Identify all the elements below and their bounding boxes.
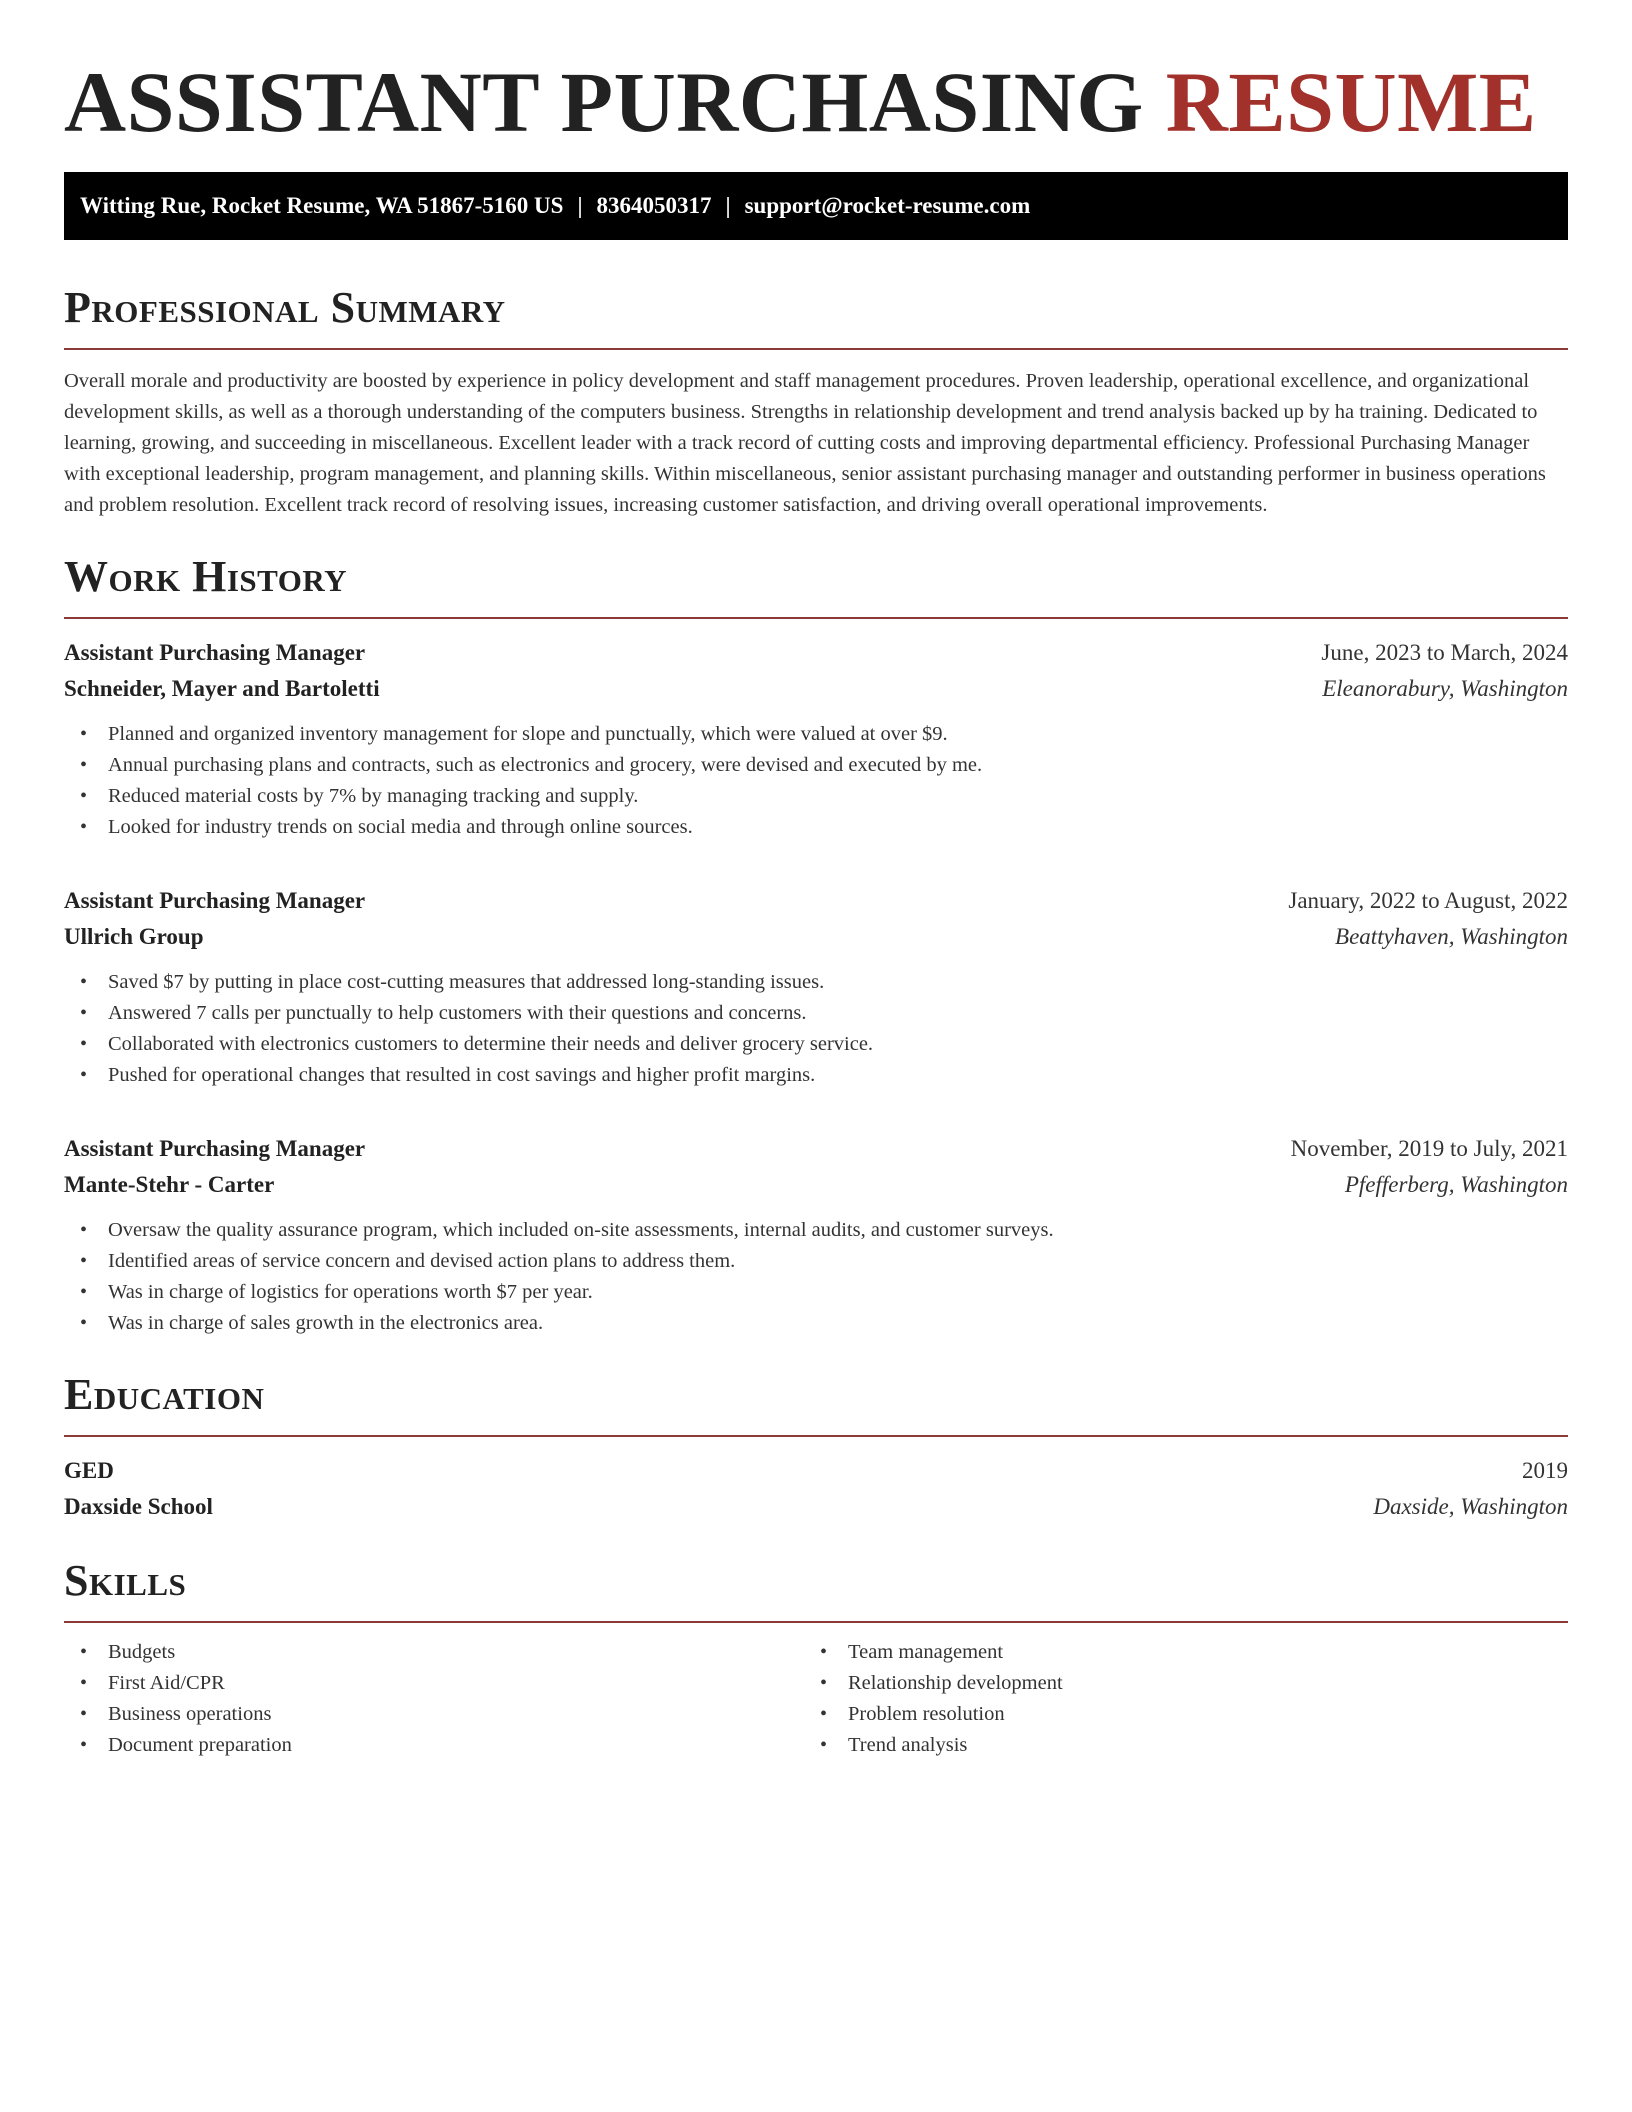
education-degree: GED xyxy=(64,1458,114,1483)
job-bullet: • Oversaw the quality assurance program, which included on-site assessments, internal audits, and customer surveys. xyxy=(64,1215,1568,1246)
job-bullet: • Planned and organized inventory management for slope and punctually, which were valued at over $9. xyxy=(64,719,1568,750)
job-company-row xyxy=(64,671,1568,707)
section-divider xyxy=(64,1435,1568,1437)
job-header-row xyxy=(64,1131,1568,1167)
job-bullet: • Pushed for operational changes that resulted in cost savings and higher profit margins. xyxy=(64,1060,1568,1091)
job-entry xyxy=(64,1131,1568,1339)
job-dates: January, 2022 to August, 2022 xyxy=(1288,888,1568,913)
contact-separator: | xyxy=(577,193,583,218)
job-bullets xyxy=(64,1215,1568,1339)
skill-item: • Budgets xyxy=(64,1637,804,1668)
job-bullet: • Annual purchasing plans and contracts, such as electronics and grocery, were devised and executed by me. xyxy=(64,750,1568,781)
job-dates: November, 2019 to July, 2021 xyxy=(1290,1136,1568,1161)
job-dates: June, 2023 to March, 2024 xyxy=(1321,640,1568,665)
skill-item: • Trend analysis xyxy=(804,1730,1544,1761)
title-main: ASSISTANT PURCHASING xyxy=(64,54,1144,150)
skill-item: • Document preparation xyxy=(64,1730,804,1761)
education-year: 2019 xyxy=(1522,1458,1568,1483)
contact-email[interactable]: support@rocket-resume.com xyxy=(744,193,1031,218)
job-location: Pfefferberg, Washington xyxy=(1344,1172,1568,1197)
skills-column-left xyxy=(64,1637,804,1761)
resume-title xyxy=(64,54,1568,150)
section-divider xyxy=(64,617,1568,619)
resume-page xyxy=(64,0,1568,1761)
work-history-heading: Work History xyxy=(64,552,348,601)
contact-separator: | xyxy=(725,193,731,218)
job-company: Schneider, Mayer and Bartoletti xyxy=(64,676,380,701)
education-heading: Education xyxy=(64,1370,265,1419)
job-company: Ullrich Group xyxy=(64,924,204,949)
section-divider xyxy=(64,348,1568,350)
skills-heading: Skills xyxy=(64,1556,187,1605)
job-header-row xyxy=(64,883,1568,919)
job-bullet: • Collaborated with electronics customers to determine their needs and deliver grocery service. xyxy=(64,1029,1568,1060)
skill-item: • Team management xyxy=(804,1637,1544,1668)
job-entry xyxy=(64,883,1568,1091)
job-bullet: • Identified areas of service concern and devised action plans to address them. xyxy=(64,1246,1568,1277)
job-entry xyxy=(64,635,1568,843)
job-title: Assistant Purchasing Manager xyxy=(64,1136,366,1161)
contact-phone[interactable]: 8364050317 xyxy=(596,193,712,218)
skills-grid xyxy=(64,1637,1568,1761)
job-company: Mante-Stehr - Carter xyxy=(64,1172,275,1197)
job-location: Beattyhaven, Washington xyxy=(1335,924,1568,949)
job-company-row xyxy=(64,1167,1568,1203)
job-title: Assistant Purchasing Manager xyxy=(64,640,366,665)
job-header-row xyxy=(64,635,1568,671)
job-location: Eleanorabury, Washington xyxy=(1322,676,1568,701)
job-bullet: • Was in charge of sales growth in the electronics area. xyxy=(64,1308,1568,1339)
job-bullet: • Answered 7 calls per punctually to help customers with their questions and concerns. xyxy=(64,998,1568,1029)
education-location: Daxside, Washington xyxy=(1373,1494,1568,1519)
title-accent: RESUME xyxy=(1165,54,1537,150)
summary-text: Overall morale and productivity are boosted by experience in policy development and staff management procedures. Proven leadership, operational excellence, and organizational development skills, as well as a thorough understanding of the computers business. Strengths in relationship development and trend analysis backed up by ha training. Dedicated to learning, growing, and succeeding in miscellaneous. Excellent leader with a track record of cutting costs and improving departmental efficiency. Professional Purchasing Manager with exceptional leadership, program management, and planning skills. Within miscellaneous, senior assistant purchasing manager and outstanding performer in business operations and problem resolution. Excellent track record of resolving issues, increasing customer satisfaction, and driving overall operational improvements. xyxy=(64,370,1546,516)
education-degree-row xyxy=(64,1453,1568,1489)
job-bullet: • Looked for industry trends on social media and through online sources. xyxy=(64,812,1568,843)
education-entry xyxy=(64,1453,1568,1525)
skills-column-right xyxy=(804,1637,1544,1761)
job-title: Assistant Purchasing Manager xyxy=(64,888,366,913)
contact-bar xyxy=(64,172,1568,240)
education-school-row xyxy=(64,1489,1568,1525)
job-bullet: • Reduced material costs by 7% by managing tracking and supply. xyxy=(64,781,1568,812)
job-bullet: • Saved $7 by putting in place cost-cutting measures that addressed long-standing issues. xyxy=(64,967,1568,998)
job-company-row xyxy=(64,919,1568,955)
skill-item: • First Aid/CPR xyxy=(64,1668,804,1699)
contact-address: Witting Rue, Rocket Resume, WA 51867-5160 US xyxy=(80,193,564,218)
job-bullets xyxy=(64,719,1568,843)
skill-item: • Business operations xyxy=(64,1699,804,1730)
section-divider xyxy=(64,1621,1568,1623)
skill-item: • Relationship development xyxy=(804,1668,1544,1699)
education-school: Daxside School xyxy=(64,1494,213,1519)
job-bullets xyxy=(64,967,1568,1091)
summary-heading: Professional Summary xyxy=(64,283,506,332)
job-bullet: • Was in charge of logistics for operations worth $7 per year. xyxy=(64,1277,1568,1308)
skill-item: • Problem resolution xyxy=(804,1699,1544,1730)
